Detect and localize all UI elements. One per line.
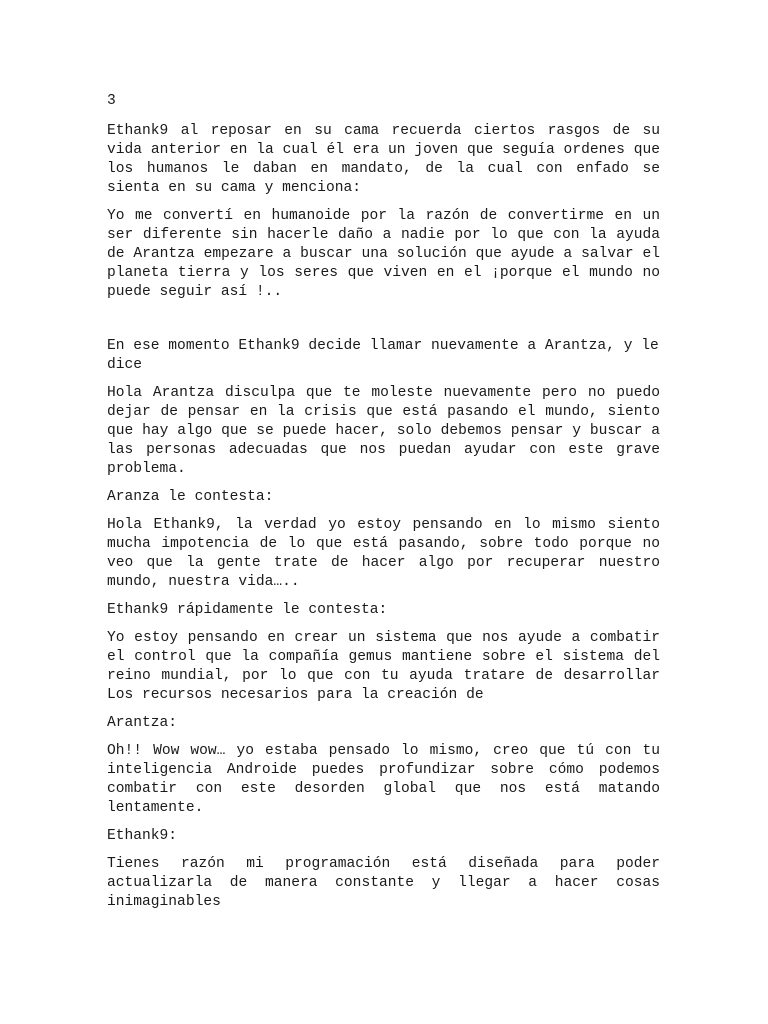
speaker-label-ethank9: Ethank9: <box>107 828 178 844</box>
paragraph-ethank9-replies: Ethank9 rápidamente le contesta: <box>107 602 388 618</box>
paragraph-memory: Ethank9 al reposar en su cama recuerda ciertos rasgos de su vida anterior en la cual él era un joven que seguía ordenes que los humanos le daban en mandato, de la cual con enfado se sienta en su cama y menciona: <box>107 123 660 196</box>
paragraph-system-plan: Yo estoy pensando en crear un sistema que nos ayude a combatir el control que la compañía gemus mantiene sobre el sistema del reino mundial, por lo que con tu ayuda tratare de desarrollar Los recursos necesarios para la creación de <box>107 630 660 703</box>
blank-space <box>107 311 660 337</box>
paragraph-aranza-replies: Aranza le contesta: <box>107 489 274 505</box>
paragraph-arantza-response: Hola Ethank9, la verdad yo estoy pensando en lo mismo siento mucha impotencia de lo que está pasando, sobre todo porque no veo que la gente trate de hacer algo por recuperar nuestro mundo, nuestra vida….. <box>107 517 660 590</box>
paragraph-calls-arantza: En ese momento Ethank9 decide llamar nuevamente a Arantza, y le dice <box>107 338 659 373</box>
paragraph-humanoid-speech: Yo me convertí en humanoide por la razón de convertirme en un ser diferente sin hacerle daño a nadie por lo que con la ayuda de Arantza empezare a buscar una solución que ayude a salvar el planeta tierra y los seres que viven en el ¡porque el mundo no puede seguir así !.. <box>107 208 660 300</box>
document-page <box>107 92 660 921</box>
page-number: 3 <box>107 93 116 109</box>
paragraph-ethank9-greeting: Hola Arantza disculpa que te moleste nuevamente pero no puedo dejar de pensar en la crisis que está pasando el mundo, siento que hay algo que se puede hacer, solo debemos pensar y buscar a las personas adecuadas que nos puedan ayudar con este grave problema. <box>107 385 660 477</box>
paragraph-programming: Tienes razón mi programación está diseñada para poder actualizarla de manera constante y llegar a hacer cosas inimaginables <box>107 856 660 910</box>
paragraph-arantza-agrees: Oh!! Wow wow… yo estaba pensado lo mismo, creo que tú con tu inteligencia Androide puedes profundizar sobre cómo podemos combatir con este desorden global que nos está matando lentamente. <box>107 743 660 816</box>
speaker-label-arantza: Arantza: <box>107 715 178 731</box>
